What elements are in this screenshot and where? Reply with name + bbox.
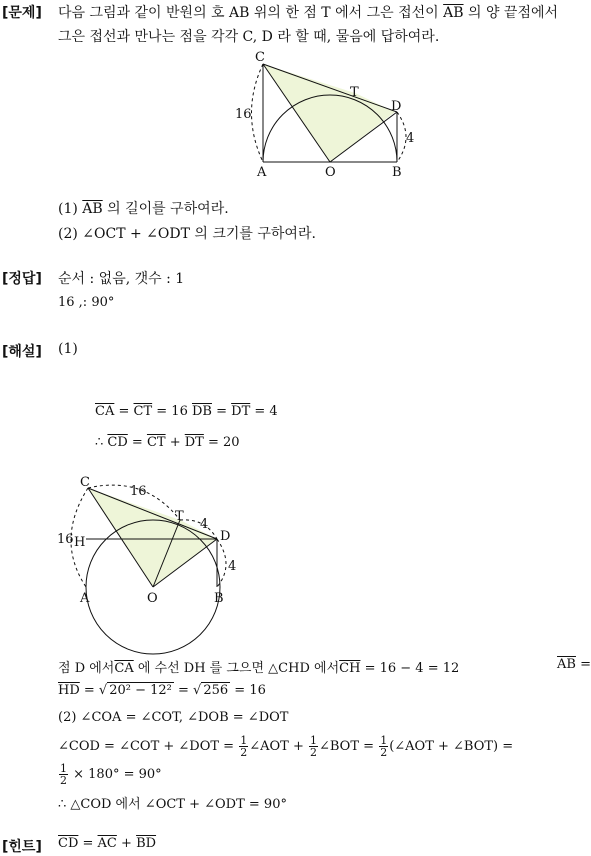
text: 점 D 에서 [58, 661, 115, 676]
numerator: 1 [60, 762, 67, 775]
text: (1) [58, 201, 83, 217]
radicand: 20² − 12² [109, 683, 172, 698]
label-o: O [147, 591, 158, 606]
text: = 4 [250, 404, 278, 419]
segment-bd: $\overline{BD}$ [136, 836, 157, 851]
label-o: O [325, 165, 336, 180]
label-d: D [220, 529, 231, 544]
label-16-left: 16 [57, 532, 74, 547]
problem-figure [220, 48, 430, 180]
text: ∠COD = ∠COT + ∠DOT = [58, 739, 239, 754]
text: ∴ [95, 435, 108, 450]
segment-ac: $\overline{AC}$ [97, 836, 117, 851]
label-d: D [391, 99, 402, 114]
segment-ab: $\overline{AB}$ [82, 201, 103, 217]
text: = √ [173, 683, 202, 698]
solution-line-d [58, 762, 162, 788]
text: × 180° = 90° [69, 767, 162, 782]
denominator: 2 [240, 746, 248, 759]
problem-tag: [문제] [2, 5, 42, 21]
problem-line1 [58, 2, 558, 22]
hint-tag: [힌트] [2, 839, 42, 855]
dashed-arc-right [397, 112, 406, 162]
segment-dt: $\overline{DT}$ [231, 404, 251, 419]
solution-line-e: ∴ △COD 에서 ∠OCT + ∠ODT = 90° [58, 797, 287, 812]
label-c: C [80, 475, 90, 490]
segment-dt: $\overline{DT}$ [184, 435, 204, 450]
text: + [116, 836, 137, 851]
label-16: 16 [235, 107, 252, 122]
text: = 16 [230, 683, 266, 698]
segment-ab: $\overline{AB}$ [557, 657, 576, 672]
label-c: C [255, 50, 265, 65]
text: = [114, 404, 134, 419]
label-a: A [257, 165, 267, 180]
dashed-arc-left [252, 64, 264, 162]
solution-tag: [해설] [2, 344, 42, 360]
text: = [575, 657, 591, 672]
question-1 [58, 198, 229, 218]
segment-hd: $\overline{HD}$ [58, 683, 80, 698]
segment-ca: $\overline{CA}$ [114, 661, 134, 676]
label-4: 4 [406, 131, 415, 146]
ab-eq [557, 657, 591, 672]
label-t: T [175, 509, 184, 524]
denominator: 2 [60, 774, 67, 787]
segment-ct: $\overline{CT}$ [133, 404, 153, 419]
label-16-top: 16 [130, 484, 147, 499]
solution-line-b [58, 683, 266, 698]
numerator: 1 [310, 734, 317, 747]
segment-cd: $\overline{CD}$ [58, 836, 79, 851]
text: 다음 그림과 같이 반원의 호 AB 위의 한 점 T 에서 그은 접선이 [58, 5, 444, 21]
label-4-right: 4 [228, 559, 237, 574]
segment-ct: $\overline{CT}$ [146, 435, 166, 450]
fraction [59, 763, 68, 786]
label-t: T [350, 85, 359, 100]
solution-line-c [58, 734, 591, 760]
numerator: 1 [240, 734, 248, 747]
segment-cd: $\overline{CD}$ [107, 435, 128, 450]
text: = √ [79, 683, 108, 698]
answer-line2: 16 ,: 90° [58, 295, 115, 310]
text: ∠BOT = [319, 739, 379, 754]
radicand: 256 [203, 683, 229, 698]
equation-2 [95, 435, 240, 450]
equation-1 [95, 404, 278, 419]
text: = [211, 404, 232, 419]
denominator: 2 [380, 746, 388, 759]
hint-equation [58, 836, 156, 851]
numerator: 1 [380, 734, 388, 747]
problem-line2: 그은 접선과 만나는 점을 각각 C, D 라 할 때, 물음에 답하여라. [58, 29, 440, 45]
text: 에 수선 DH 를 그으면 △CHD 에서 [133, 661, 340, 676]
answer-tag: [정답] [2, 271, 42, 287]
text: = 16 [152, 404, 192, 419]
label-b: B [392, 165, 402, 180]
denominator: 2 [310, 746, 317, 759]
solution-figure [50, 470, 250, 660]
text: 의 길이를 구하여라. [102, 201, 229, 217]
text: = [127, 435, 147, 450]
label-b: B [214, 591, 224, 606]
text: = 20 [203, 435, 240, 450]
segment-ca: $\overline{CA}$ [95, 404, 115, 419]
text: ∠AOT + [249, 739, 308, 754]
text: + [165, 435, 185, 450]
fraction [379, 735, 388, 758]
segment-ch: $\overline{CH}$ [339, 661, 361, 676]
segment-db: $\overline{DB}$ [191, 404, 212, 419]
fraction [309, 735, 318, 758]
label-a: A [80, 591, 90, 606]
solution-part2: (2) ∠COA = ∠COT, ∠DOB = ∠DOT [58, 710, 289, 725]
text: = [78, 836, 98, 851]
answer-line1: 순서 : 없음, 갯수 : 1 [58, 271, 185, 287]
text: (∠AOT + ∠BOT) = [389, 739, 514, 754]
text: 의 양 끝점에서 [463, 5, 559, 21]
label-h: H [74, 535, 86, 550]
segment-ab: $\overline{AB}$ [443, 5, 464, 21]
solution-line-a [58, 657, 591, 676]
fraction [239, 735, 248, 758]
text: = 16 − 4 = 12 [360, 661, 460, 676]
question-2: (2) ∠OCT + ∠ODT 의 크기를 구하여라. [58, 226, 316, 242]
dashed-arc-right [217, 539, 226, 587]
solution-part1: (1) [58, 341, 78, 357]
label-4-top: 4 [200, 517, 209, 532]
